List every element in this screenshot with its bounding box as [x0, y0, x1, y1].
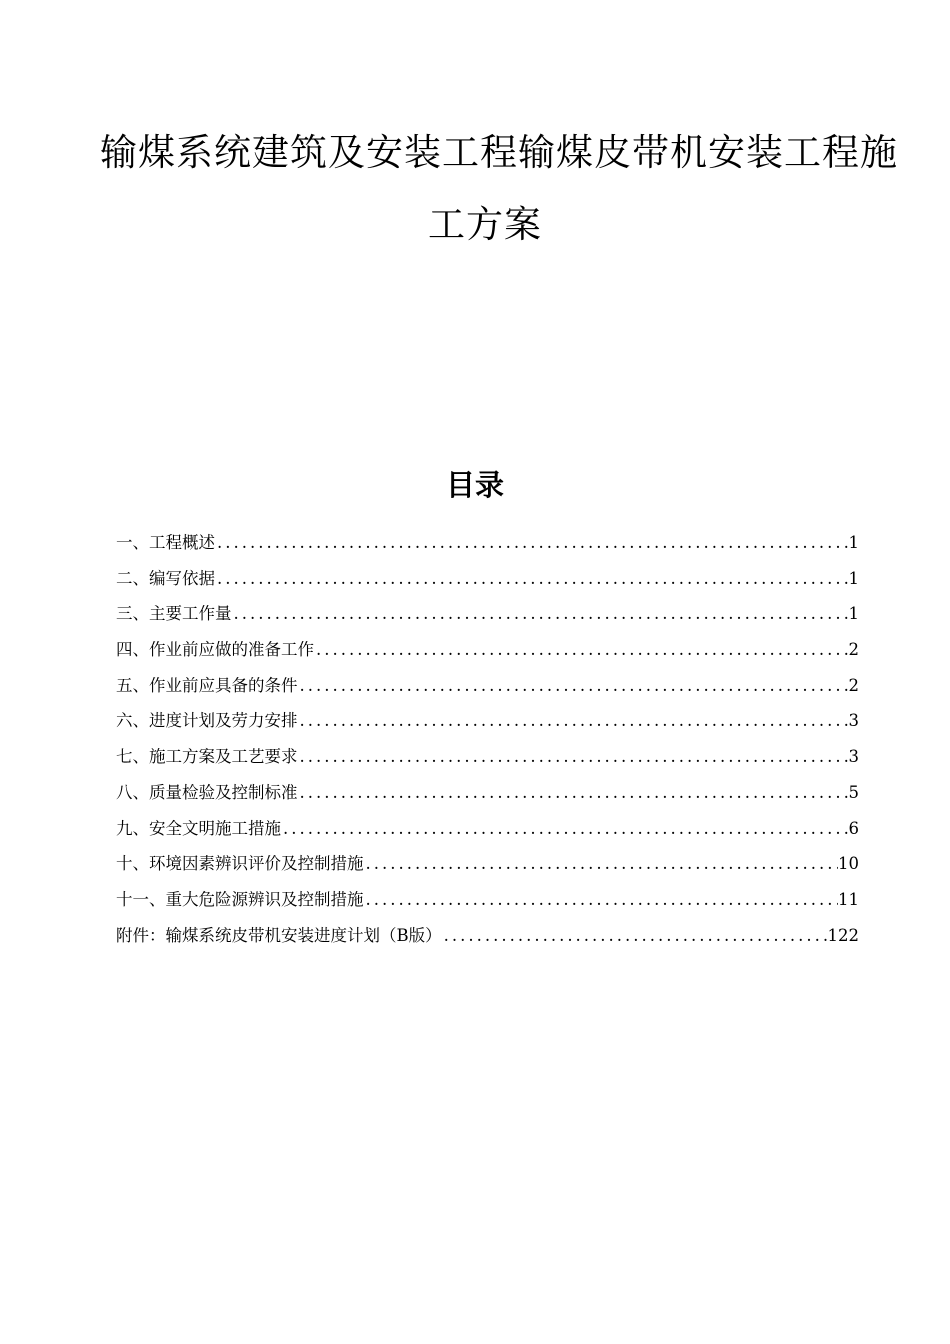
toc-leader-dots: [364, 851, 839, 877]
toc-heading: 目录: [445, 468, 504, 502]
toc-entry-label: 四、作业前应做的准备工作: [116, 640, 314, 660]
toc-entry[interactable]: [116, 530, 859, 566]
toc-entry-page: 3: [848, 747, 859, 767]
toc-leader-dots: [298, 744, 849, 770]
toc-entry-label: 十一、重大危险源辨识及控制措施: [116, 889, 364, 909]
toc-entry-label: 十、环境因素辨识评价及控制措施: [116, 854, 364, 874]
toc-entry-label: 三、主要工作量: [116, 604, 232, 624]
toc-entry-label: 六、进度计划及劳力安排: [116, 711, 298, 731]
toc-entry-page: 1: [848, 568, 859, 588]
toc-entry[interactable]: [116, 566, 859, 602]
toc-entry[interactable]: [116, 708, 859, 744]
toc-leader-dots: [298, 673, 849, 699]
toc-entry-page: 6: [848, 818, 859, 838]
toc-leader-dots: [364, 887, 839, 913]
toc-leader-dots: [442, 923, 828, 949]
toc-leader-dots: [298, 780, 849, 806]
toc-entry-label: 附件：输煤系统皮带机安装进度计划（B版）: [116, 925, 442, 945]
toc-leader-dots: [314, 637, 849, 663]
toc-entry[interactable]: [116, 744, 859, 780]
toc-leader-dots: [298, 708, 849, 734]
toc-entry-label: 八、质量检验及控制标准: [116, 782, 298, 802]
document-title-line1: 输煤系统建筑及安装工程输煤皮带机安装工程施: [100, 131, 898, 174]
toc-entry[interactable]: [116, 887, 859, 923]
table-of-contents: [116, 530, 859, 958]
toc-entry[interactable]: [116, 923, 859, 959]
toc-entry[interactable]: [116, 601, 859, 637]
toc-entry[interactable]: [116, 673, 859, 709]
toc-entry-page: 2: [848, 640, 859, 660]
toc-entry-page: 11: [838, 889, 859, 909]
document-title-line2: 工方案: [428, 203, 542, 246]
toc-leader-dots: [281, 816, 849, 842]
toc-entry[interactable]: [116, 851, 859, 887]
toc-entry-page: 1: [848, 604, 859, 624]
toc-entry[interactable]: [116, 637, 859, 673]
toc-entry-label: 一、工程概述: [116, 533, 215, 552]
toc-entry-label: 二、编写依据: [116, 568, 215, 588]
toc-entry-page: 3: [848, 711, 859, 731]
toc-entry-page: 122: [827, 925, 859, 945]
toc-leader-dots: [232, 601, 849, 627]
toc-entry[interactable]: [116, 816, 859, 852]
toc-entry-label: 五、作业前应具备的条件: [116, 675, 298, 695]
toc-entry-page: 2: [848, 675, 859, 695]
toc-entry-page: 1: [848, 533, 859, 552]
toc-leader-dots: [215, 566, 849, 592]
toc-entry-label: 七、施工方案及工艺要求: [116, 747, 298, 767]
toc-leader-dots: [215, 530, 849, 556]
toc-entry-page: 10: [838, 854, 859, 874]
toc-entry-page: 5: [848, 782, 859, 802]
toc-entry-label: 九、安全文明施工措施: [116, 818, 281, 838]
toc-entry[interactable]: [116, 780, 859, 816]
